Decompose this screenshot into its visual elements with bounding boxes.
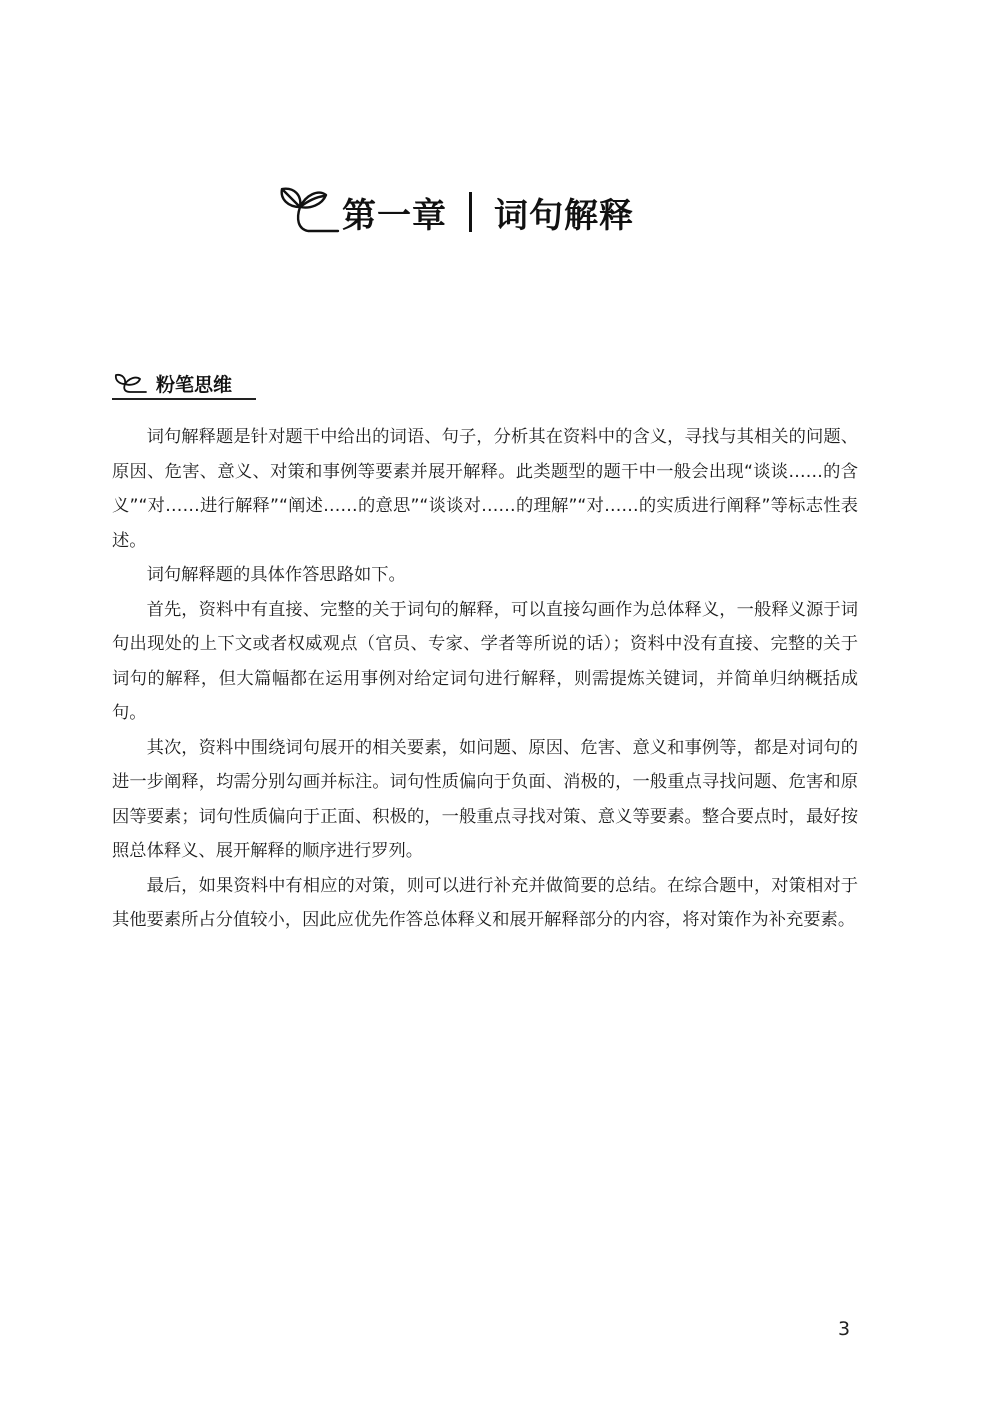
sprout-icon (278, 177, 342, 247)
section-underline (112, 398, 256, 400)
section-title: 粉笔思维 (156, 373, 233, 396)
chapter-divider (469, 192, 472, 232)
body-text (112, 420, 858, 938)
chapter-title: 词句解释 (494, 195, 634, 236)
chapter-header (278, 172, 634, 252)
sprout-icon (112, 371, 148, 395)
section-header (112, 363, 232, 403)
paragraph: 词句解释题的具体作答思路如下。 (146, 565, 406, 585)
paragraph: 最后，如果资料中有相应的对策，则可以进行补充并做简要的总结。在综合题中，对策相对于其他要素所占分值较小，因此应优先作答总体释义和展开解释部分的内容，将对策作为补充要素。 (112, 875, 858, 930)
paragraph: 其次，资料中围绕词句展开的相关要素，如问题、原因、危害、意义和事例等，都是对词句的进一步阐释，均需分别勾画并标注。词句性质偏向于负面、消极的，一般重点寻找问题、危害和原因等要素；词句性质偏向于正面、积极的，一般重点寻找对策、意义等要素。整合要点时，最好按照总体释义、展开解释的顺序进行罗列。 (112, 737, 858, 861)
paragraph: 词句解释题是针对题干中给出的词语、句子，分析其在资料中的含义，寻找与其相关的问题、原因、危害、意义、对策和事例等要素并展开解释。此类题型的题干中一般会出现“谈谈……的含义”“对……进行解释”“阐述……的意思”“谈谈对……的理解”“对……的实质进行阐释”等标志性表述。 (112, 427, 858, 551)
page-number: 3 (838, 1318, 851, 1340)
paragraph: 首先，资料中有直接、完整的关于词句的解释，可以直接勾画作为总体释义，一般释义源于词句出现处的上下文或者权威观点（官员、专家、学者等所说的话）；资料中没有直接、完整的关于词句的解释，但大篇幅都在运用事例对给定词句进行解释，则需提炼关键词，并简单归纳概括成句。 (112, 599, 858, 723)
chapter-number: 第一章 (342, 195, 447, 236)
